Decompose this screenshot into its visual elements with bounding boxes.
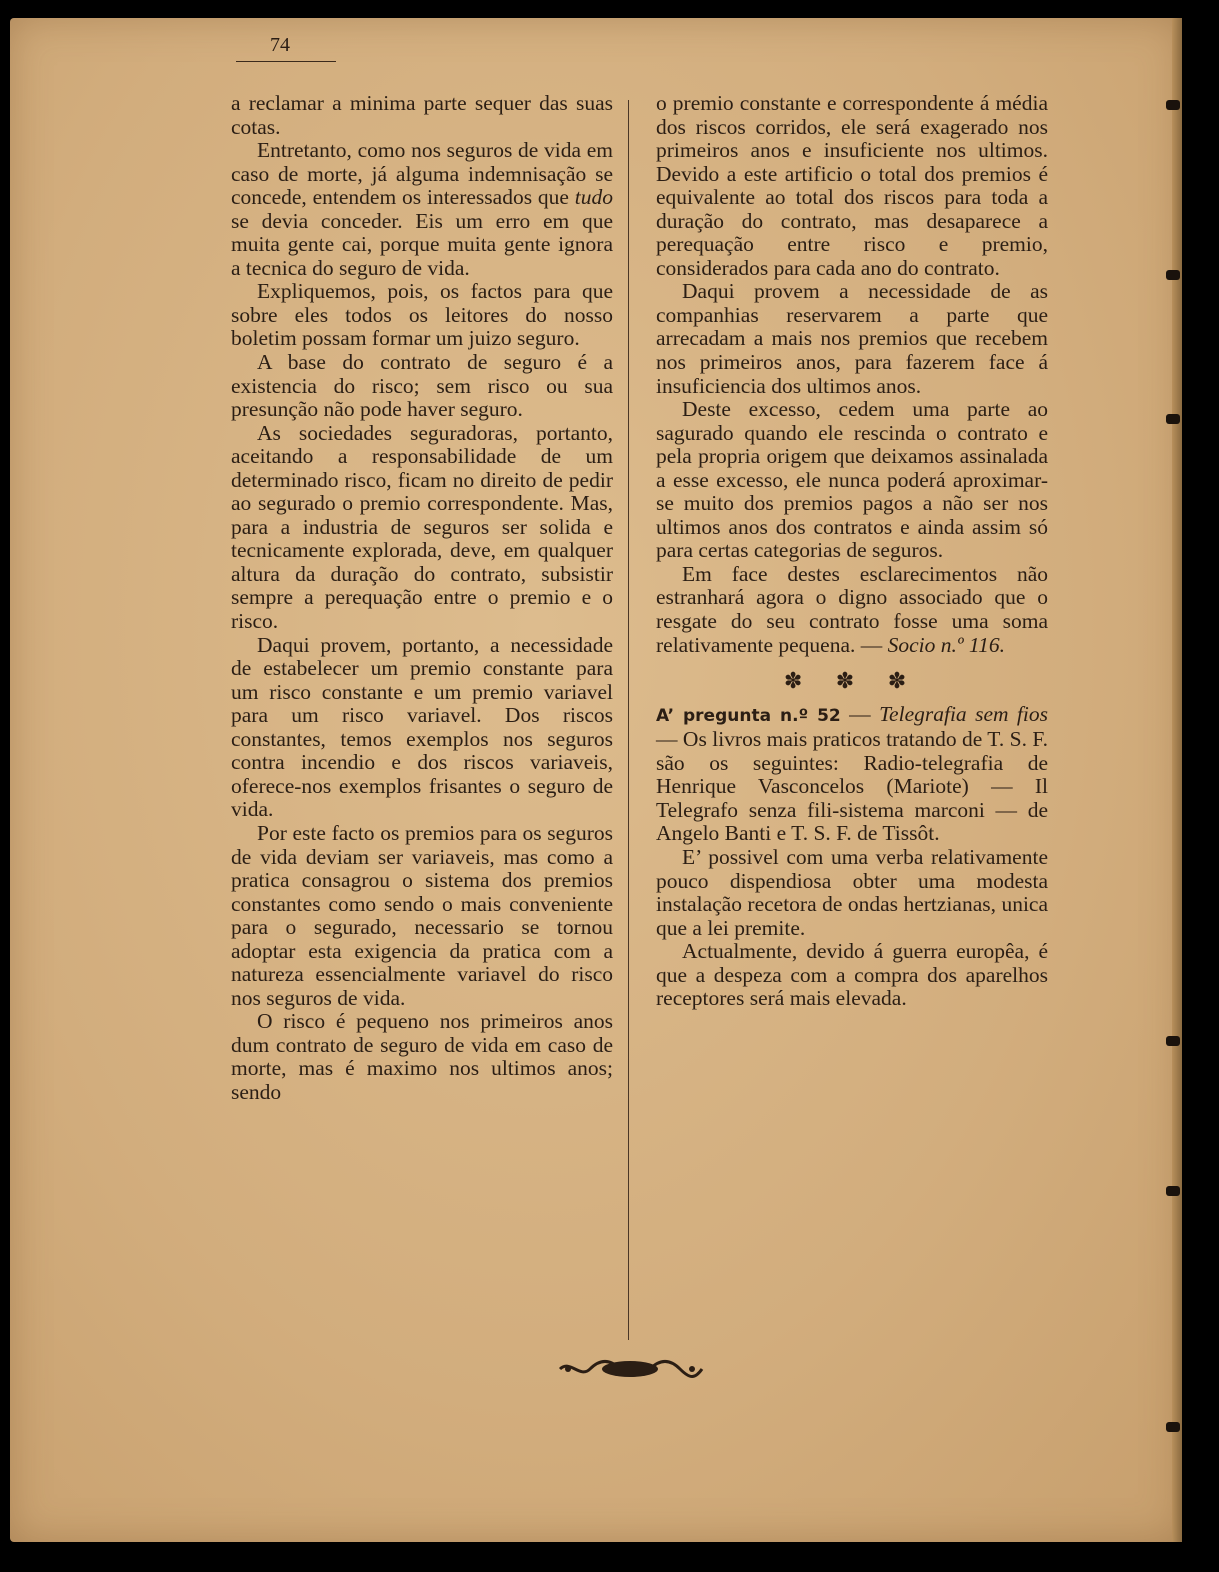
edge-tab-mark: [1166, 1186, 1180, 1196]
text-run: —: [840, 701, 880, 726]
italic-text: tudo: [574, 185, 613, 210]
paragraph: E’ possivel com uma verba relativamente pouco dispendiosa obter uma modesta instalação recetora de ondas hertzianas, unica que a lei premite.: [656, 844, 1048, 940]
question-title: Telegrafia sem fios: [879, 701, 1048, 726]
text-run: Em face destes esclarecimentos não estranhará agora o digno associado que o resgate do seu contrato fosse uma soma relativamente pequena. —: [656, 561, 1048, 657]
question-label: A’ pregunta n.º 52: [656, 705, 841, 726]
edge-tab-mark: [1166, 270, 1180, 280]
text-run: — Os livros mais praticos tratando de T. S. F. são os seguintes: Radio-telegrafia de Henrique Vasconcelos (Mariote) — Il Telegrafo senza fili-sistema marconi — de Angelo Banti e T. S. F. de Tissôt.: [656, 727, 1048, 846]
column-divider: [628, 100, 629, 1340]
page-spine-edge: [1172, 18, 1182, 1542]
page-number: 74: [270, 34, 290, 56]
header-rule: [236, 61, 336, 62]
paragraph: a reclamar a minima parte sequer das suas cotas.: [231, 91, 613, 139]
paragraph: As sociedades seguradoras, portanto, aceitando a responsabilidade de um determinado risco, ficam no direito de pedir ao segurado o premio correspondente. Mas, para a industria de seguros ser solida e tecnicamente explorada, deve, em qualquer altura da duração do contrato, subsistir sempre a perequação entre o premio e o risco.: [231, 420, 613, 634]
edge-tab-mark: [1166, 1422, 1180, 1432]
edge-tab-mark: [1166, 100, 1180, 110]
paragraph: Expliquemos, pois, os factos para que sobre eles todos os leitores do nosso boletim possam formar um juizo seguro.: [231, 279, 613, 351]
edge-tab-mark: [1166, 1036, 1180, 1046]
paragraph: O risco é pequeno nos primeiros anos dum contrato de seguro de vida em caso de morte, mas é maximo nos ultimos anos; sendo: [231, 1009, 613, 1104]
right-text-column: [656, 92, 1048, 1011]
paragraph: [231, 139, 613, 280]
signature-italic: Socio n.º 116.: [887, 632, 1005, 657]
paragraph: A base do contrato de seguro é a existencia do risco; sem risco ou sua presunção não pode haver seguro.: [231, 350, 613, 422]
edge-tab-mark: [1166, 414, 1180, 424]
paragraph: Daqui provem, portanto, a necessidade de estabelecer um premio constante para um risco constante e um premio variavel para um risco variavel. Dos riscos constantes, temos exemplos nos seguros contra incendio e dos riscos variaveis, oferece-nos exemplos frisantes o seguro de vida.: [231, 632, 613, 822]
paragraph: [656, 563, 1048, 657]
text-run: Entretanto, como nos seguros de vida em caso de morte, já alguma indemnisação se concede, entendem os interessados que: [231, 138, 613, 210]
question-paragraph: [656, 703, 1048, 846]
text-run: se devia conceder. Eis um erro em que muita gente cai, porque muita gente ignora a tecnica do seguro de vida.: [231, 208, 613, 280]
paragraph: Por este facto os premios para os seguros de vida deviam ser variaveis, mas como a pratica consagrou o sistema dos premios constantes como sendo o mais conveniente para o segurado, necessario se tornou adoptar esta exigencia da pratica com a natureza essencialmente variavel do risco nos seguros de vida.: [231, 820, 613, 1010]
asterism-separator: ✽ ✽ ✽: [783, 668, 921, 694]
paragraph: Actualmente, devido á guerra europêa, é que a despeza com a compra dos aparelhos receptores será mais elevada.: [656, 939, 1048, 1011]
left-text-column: [231, 92, 613, 1105]
paragraph: Deste excesso, cedem uma parte ao sagurado quando ele rescinda o contrato e pela propria origem que deixamos assinalada a esse excesso, ele nunca poderá aproximar-se muito dos premios pagos a não ser nos ultimos anos dos contratos e ainda assim só para certas categorias de seguros.: [656, 397, 1048, 563]
paragraph: Daqui provem a necessidade de as companhias reservarem a parte que arrecadam a mais nos premios que recebem nos primeiros anos, para fazerem face á insuficiencia dos ultimos anos.: [656, 279, 1048, 398]
decorative-ornament-icon: [550, 1354, 710, 1384]
paragraph: o premio constante e correspondente á média dos riscos corridos, ele será exagerado nos primeiros anos e insuficiente nos ultimos. Devido a este artificio o total dos premios é equivalente ao total dos riscos para toda a duração do contrato, mas desaparece a perequação entre risco e premio, considerados para cada ano do contrato.: [656, 91, 1048, 280]
